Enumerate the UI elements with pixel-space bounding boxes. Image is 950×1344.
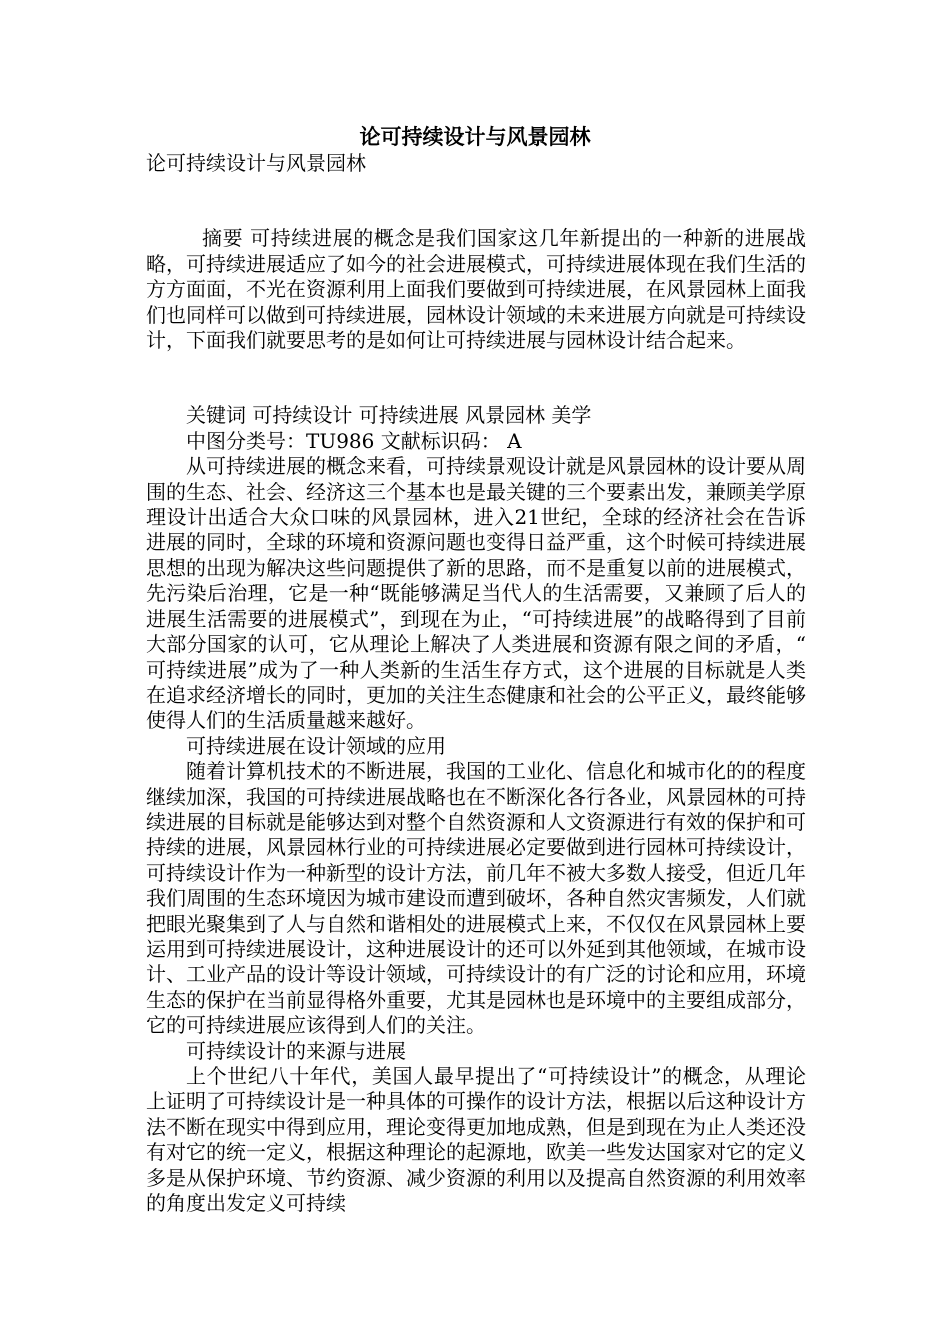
spacer: [146, 353, 806, 403]
classification-line: 中图分类号：TU986 文献标识码： A: [186, 428, 522, 453]
section-heading-2: 可持续设计的来源与进展: [186, 1038, 406, 1063]
spacer: [146, 176, 806, 226]
body-paragraph-2: 随着计算机技术的不断进展，我国的工业化、信息化和城市化的的程度继续加深，我国的可持续进展战略也在不断深化各行各业，风景园林的可持续进展的目标就是能够达到对整个自然资源和人文资源进行有效的保护和可持续的进展，风景园林行业的可持续进展必定要做到进行园林可持续设计，可持续设计作为一种新型的设计方法，前几年不被大多数人接受，但近几年我们周围的生态环境因为城市建设而遭到破坏，各种自然灾害频发，人们就把眼光聚集到了人与自然和谐相处的进展模式上来，不仅仅在风景园林上要运用到可持续进展设计，这种进展设计的还可以外延到其他领域，在城市设计、工业产品的设计等设计领域，可持续设计的有广泛的讨论和应用，环境生态的保护在当前显得格外重要，尤其是园林也是环境中的主要组成部分，它的可持续进展应该得到人们的关注。: [146, 759, 806, 1038]
keywords-line: 关键词 可持续设计 可持续进展 风景园林 美学: [186, 403, 592, 428]
document-body: [146, 151, 806, 1216]
body-paragraph-1: 从可持续进展的概念来看，可持续景观设计就是风景园林的设计要从周围的生态、社会、经济这三个基本也是最关键的三个要素出发，兼顾美学原理设计出适合大众口味的风景园林，进入21世纪，全球的经济社会在告诉进展的同时，全球的环境和资源问题也变得日益严重，这个时候可持续进展思想的出现为解决这些问题提供了新的思路，而不是重复以前的进展模式，先污染后治理，它是一种“既能够满足当代人的生活需要，又兼顾了后人的进展生活需要的进展模式”，到现在为止，“可持续进展”的战略得到了目前大部分国家的认可，它从理论上解决了人类进展和资源有限之间的矛盾，“可持续进展”成为了一种人类新的生活生存方式，这个进展的目标就是人类在追求经济增长的同时，更加的关注生态健康和社会的公平正义，最终能够使得人们的生活质量越来越好。: [146, 454, 806, 733]
body-paragraph-3: 上个世纪八十年代，美国人最早提出了“可持续设计”的概念，从理论上证明了可持续设计是一种具体的可操作的设计方法，根据以后这种设计方法不断在现实中得到应用，理论变得更加地成熟，但是到现在为止人类还没有对它的统一定义，根据这种理论的起源地，欧美一些发达国家对它的定义多是从保护环境、节约资源、减少资源的利用以及提高自然资源的利用效率的角度出发定义可持续: [146, 1064, 806, 1216]
section-heading-1: 可持续进展在设计领域的应用: [186, 733, 446, 758]
abstract-paragraph: 摘要 可持续进展的概念是我们国家这几年新提出的一种新的进展战略，可持续进展适应了如今的社会进展模式，可持续进展体现在我们生活的方方面面，不光在资源利用上面我们要做到可持续进展，在风景园林上面我们也同样可以做到可持续进展，园林设计领域的未来进展方向就是可持续设计，下面我们就要思考的是如何让可持续进展与园林设计结合起来。: [146, 226, 806, 353]
document-subtitle: 论可持续设计与风景园林: [146, 151, 366, 175]
document-title: 论可持续设计与风景园林: [359, 125, 591, 149]
